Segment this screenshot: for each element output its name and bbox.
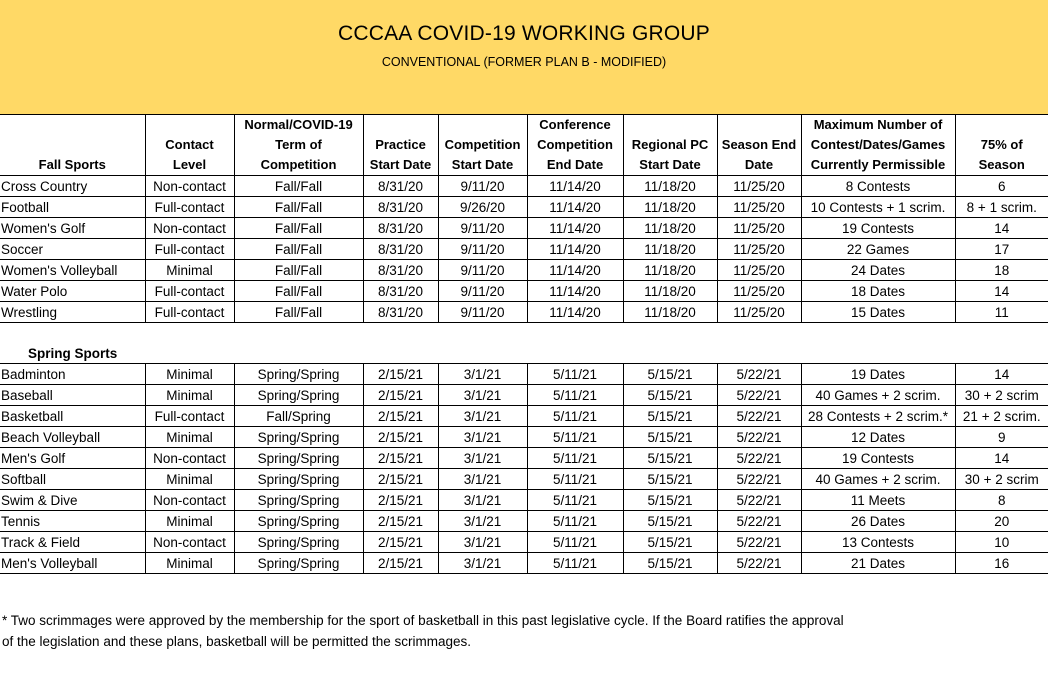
- table-cell: Non-contact: [145, 176, 234, 197]
- footnote-line-2: of the legislation and these plans, basketball will be permitted the scrimmages.: [2, 634, 471, 649]
- spring-sports-heading: Spring Sports: [0, 343, 1048, 364]
- table-cell: Full-contact: [145, 197, 234, 218]
- table-row: [0, 197, 1048, 218]
- table-cell: 2/15/21: [363, 427, 438, 448]
- col-header-regional: Regional PC Start Date: [623, 115, 717, 176]
- table-cell: 2/15/21: [363, 385, 438, 406]
- table-cell: 40 Games + 2 scrim.: [801, 385, 955, 406]
- table-cell: 5/11/21: [527, 427, 623, 448]
- table-cell: 3/1/21: [438, 448, 527, 469]
- table-cell: 40 Games + 2 scrim.: [801, 469, 955, 490]
- table-row: [0, 406, 1048, 427]
- table-cell: 5/22/21: [717, 553, 801, 574]
- col-header-conference-end: Conference Competition End Date: [527, 115, 623, 176]
- table-cell: 5/15/21: [623, 427, 717, 448]
- table-cell: 5/15/21: [623, 448, 717, 469]
- table-cell: 8/31/20: [363, 281, 438, 302]
- table-cell: 13 Contests: [801, 532, 955, 553]
- footnote-line-1: * Two scrimmages were approved by the membership for the sport of basketball in this past legislative cycle. If the Board ratifies the approval: [2, 613, 844, 628]
- table-cell: 5/22/21: [717, 364, 801, 385]
- table-cell: 5/22/21: [717, 511, 801, 532]
- table-cell: Spring/Spring: [234, 532, 363, 553]
- table-cell: 9: [955, 427, 1048, 448]
- table-cell: Non-contact: [145, 218, 234, 239]
- table-cell: 14: [955, 281, 1048, 302]
- table-cell: Fall/Spring: [234, 406, 363, 427]
- table-cell: 11/25/20: [717, 239, 801, 260]
- table-cell: Spring/Spring: [234, 427, 363, 448]
- table-cell: 5/15/21: [623, 385, 717, 406]
- table-cell: 30 + 2 scrim: [955, 469, 1048, 490]
- table-cell: Minimal: [145, 364, 234, 385]
- table-cell: Fall/Fall: [234, 197, 363, 218]
- table-cell: 5/15/21: [623, 532, 717, 553]
- table-row: [0, 490, 1048, 511]
- table-cell: 3/1/21: [438, 469, 527, 490]
- table-cell: 8/31/20: [363, 239, 438, 260]
- table-cell: Spring/Spring: [234, 469, 363, 490]
- table-cell: 3/1/21: [438, 553, 527, 574]
- table-cell: Full-contact: [145, 281, 234, 302]
- table-cell: 11/14/20: [527, 197, 623, 218]
- table-cell: 2/15/21: [363, 532, 438, 553]
- table-cell: 2/15/21: [363, 406, 438, 427]
- table-cell: Non-contact: [145, 448, 234, 469]
- col-header-season-end: Season End Date: [717, 115, 801, 176]
- table-cell: 2/15/21: [363, 364, 438, 385]
- table-cell: 5/11/21: [527, 469, 623, 490]
- table-cell: 10: [955, 532, 1048, 553]
- col-header-competition: Competition Start Date: [438, 115, 527, 176]
- table-cell: 9/11/20: [438, 302, 527, 323]
- table-row: [0, 302, 1048, 323]
- page-title: CCCAA COVID-19 WORKING GROUP: [338, 22, 710, 45]
- table-cell: 19 Dates: [801, 364, 955, 385]
- table-cell: 11 Meets: [801, 490, 955, 511]
- sport-name-cell: Men's Volleyball: [0, 553, 145, 574]
- sports-schedule-table: [0, 114, 1048, 574]
- table-cell: 3/1/21: [438, 406, 527, 427]
- table-cell: 9/11/20: [438, 239, 527, 260]
- table-cell: 5/11/21: [527, 532, 623, 553]
- table-cell: Minimal: [145, 427, 234, 448]
- table-cell: Spring/Spring: [234, 364, 363, 385]
- page-subtitle: CONVENTIONAL (FORMER PLAN B - MODIFIED): [381, 55, 667, 69]
- table-cell: 24 Dates: [801, 260, 955, 281]
- table-cell: 5/15/21: [623, 406, 717, 427]
- table-cell: 8/31/20: [363, 176, 438, 197]
- spacer-row: [0, 323, 1048, 344]
- table-cell: 11/25/20: [717, 302, 801, 323]
- table-cell: 3/1/21: [438, 427, 527, 448]
- table-cell: Spring/Spring: [234, 385, 363, 406]
- table-cell: 5/15/21: [623, 490, 717, 511]
- table-cell: 10 Contests + 1 scrim.: [801, 197, 955, 218]
- table-cell: 5/11/21: [527, 385, 623, 406]
- table-cell: 26 Dates: [801, 511, 955, 532]
- table-cell: 5/15/21: [623, 364, 717, 385]
- table-cell: 9/11/20: [438, 281, 527, 302]
- col-header-contact: Contact Level: [145, 115, 234, 176]
- sport-name-cell: Badminton: [0, 364, 145, 385]
- table-cell: 19 Contests: [801, 218, 955, 239]
- table-row: [0, 469, 1048, 490]
- sport-name-cell: Beach Volleyball: [0, 427, 145, 448]
- table-cell: 22 Games: [801, 239, 955, 260]
- table-cell: 11/25/20: [717, 218, 801, 239]
- table-cell: 5/11/21: [527, 490, 623, 511]
- header-banner: [0, 0, 1048, 114]
- table-cell: 5/15/21: [623, 469, 717, 490]
- table-cell: 5/22/21: [717, 427, 801, 448]
- table-cell: 5/11/21: [527, 364, 623, 385]
- sport-name-cell: Track & Field: [0, 532, 145, 553]
- table-cell: 2/15/21: [363, 490, 438, 511]
- table-row: [0, 427, 1048, 448]
- table-cell: 5/22/21: [717, 406, 801, 427]
- table-cell: Spring/Spring: [234, 490, 363, 511]
- table-cell: Spring/Spring: [234, 511, 363, 532]
- table-row: [0, 281, 1048, 302]
- table-cell: 3/1/21: [438, 364, 527, 385]
- sport-name-cell: Tennis: [0, 511, 145, 532]
- table-cell: 3/1/21: [438, 385, 527, 406]
- table-cell: 8 + 1 scrim.: [955, 197, 1048, 218]
- table-cell: 8/31/20: [363, 197, 438, 218]
- table-cell: 3/1/21: [438, 532, 527, 553]
- table-cell: 2/15/21: [363, 448, 438, 469]
- sport-name-cell: Soccer: [0, 239, 145, 260]
- table-cell: 8/31/20: [363, 218, 438, 239]
- sport-name-cell: Women's Golf: [0, 218, 145, 239]
- col-header-sport: Fall Sports: [0, 115, 145, 176]
- table-cell: Non-contact: [145, 532, 234, 553]
- table-cell: 11/18/20: [623, 281, 717, 302]
- table-cell: Full-contact: [145, 302, 234, 323]
- table-cell: 18 Dates: [801, 281, 955, 302]
- table-cell: 17: [955, 239, 1048, 260]
- table-cell: 30 + 2 scrim: [955, 385, 1048, 406]
- col-header-max: Maximum Number of Contest/Dates/Games Currently Permissible: [801, 115, 955, 176]
- col-header-practice: Practice Start Date: [363, 115, 438, 176]
- table-cell: 5/11/21: [527, 406, 623, 427]
- table-row: [0, 260, 1048, 281]
- table-cell: Fall/Fall: [234, 260, 363, 281]
- table-cell: 5/11/21: [527, 511, 623, 532]
- table-cell: Spring/Spring: [234, 553, 363, 574]
- table-cell: Full-contact: [145, 239, 234, 260]
- table-cell: 21 + 2 scrim.: [955, 406, 1048, 427]
- table-cell: 8: [955, 490, 1048, 511]
- table-cell: 5/15/21: [623, 553, 717, 574]
- sport-name-cell: Swim & Dive: [0, 490, 145, 511]
- table-cell: 9/11/20: [438, 176, 527, 197]
- table-row: [0, 176, 1048, 197]
- section-row: [0, 343, 1048, 364]
- table-cell: 28 Contests + 2 scrim.*: [801, 406, 955, 427]
- table-cell: 5/22/21: [717, 385, 801, 406]
- sport-name-cell: Cross Country: [0, 176, 145, 197]
- table-cell: Fall/Fall: [234, 176, 363, 197]
- table-cell: 18: [955, 260, 1048, 281]
- table-cell: 3/1/21: [438, 511, 527, 532]
- table-cell: Minimal: [145, 469, 234, 490]
- table-cell: 8/31/20: [363, 260, 438, 281]
- table-cell: 11/18/20: [623, 260, 717, 281]
- table-cell: 11/18/20: [623, 218, 717, 239]
- table-cell: 9/26/20: [438, 197, 527, 218]
- table-cell: 5/15/21: [623, 511, 717, 532]
- sport-name-cell: Wrestling: [0, 302, 145, 323]
- table-cell: 12 Dates: [801, 427, 955, 448]
- table-row: [0, 364, 1048, 385]
- table-cell: 8/31/20: [363, 302, 438, 323]
- table-cell: Minimal: [145, 260, 234, 281]
- table-cell: 11/25/20: [717, 197, 801, 218]
- table-cell: 15 Dates: [801, 302, 955, 323]
- sport-name-cell: Men's Golf: [0, 448, 145, 469]
- table-cell: Non-contact: [145, 490, 234, 511]
- table-row: [0, 385, 1048, 406]
- table-row: [0, 553, 1048, 574]
- table-cell: 5/22/21: [717, 532, 801, 553]
- table-cell: 11/18/20: [623, 302, 717, 323]
- table-cell: Fall/Fall: [234, 218, 363, 239]
- table-cell: Fall/Fall: [234, 281, 363, 302]
- table-row: [0, 511, 1048, 532]
- sport-name-cell: Baseball: [0, 385, 145, 406]
- table-cell: 2/15/21: [363, 469, 438, 490]
- table-cell: Full-contact: [145, 406, 234, 427]
- table-cell: 11/25/20: [717, 260, 801, 281]
- table-cell: 9/11/20: [438, 218, 527, 239]
- table-cell: 11/18/20: [623, 239, 717, 260]
- col-header-term: Normal/COVID-19 Term of Competition: [234, 115, 363, 176]
- table-cell: 19 Contests: [801, 448, 955, 469]
- table-cell: 2/15/21: [363, 553, 438, 574]
- table-cell: 5/22/21: [717, 490, 801, 511]
- table-cell: 2/15/21: [363, 511, 438, 532]
- table-cell: 16: [955, 553, 1048, 574]
- table-cell: 20: [955, 511, 1048, 532]
- table-cell: Minimal: [145, 553, 234, 574]
- table-cell: 8 Contests: [801, 176, 955, 197]
- sport-name-cell: Water Polo: [0, 281, 145, 302]
- table-cell: 5/11/21: [527, 448, 623, 469]
- table-cell: 11/25/20: [717, 281, 801, 302]
- table-cell: 21 Dates: [801, 553, 955, 574]
- table-cell: Fall/Fall: [234, 302, 363, 323]
- sport-name-cell: Basketball: [0, 406, 145, 427]
- table-cell: 5/11/21: [527, 553, 623, 574]
- table-cell: 9/11/20: [438, 260, 527, 281]
- table-cell: 11/14/20: [527, 218, 623, 239]
- table-row: [0, 218, 1048, 239]
- table-row: [0, 448, 1048, 469]
- table-cell: 5/22/21: [717, 448, 801, 469]
- header-row: [0, 115, 1048, 176]
- table-row: [0, 239, 1048, 260]
- footnote: [2, 610, 1042, 652]
- table-cell: 11/14/20: [527, 239, 623, 260]
- sport-name-cell: Softball: [0, 469, 145, 490]
- table-cell: 6: [955, 176, 1048, 197]
- table-cell: 11/18/20: [623, 176, 717, 197]
- table-cell: 11/14/20: [527, 302, 623, 323]
- table-cell: 11/14/20: [527, 281, 623, 302]
- table-cell: 14: [955, 364, 1048, 385]
- table-cell: 14: [955, 448, 1048, 469]
- table-cell: 5/22/21: [717, 469, 801, 490]
- table-cell: 11/25/20: [717, 176, 801, 197]
- table-cell: 11: [955, 302, 1048, 323]
- table-cell: 3/1/21: [438, 490, 527, 511]
- table-cell: Spring/Spring: [234, 448, 363, 469]
- sport-name-cell: Football: [0, 197, 145, 218]
- table-cell: 11/14/20: [527, 176, 623, 197]
- table-cell: 14: [955, 218, 1048, 239]
- sport-name-cell: Women's Volleyball: [0, 260, 145, 281]
- table-cell: 11/14/20: [527, 260, 623, 281]
- table-cell: Fall/Fall: [234, 239, 363, 260]
- table-cell: Minimal: [145, 385, 234, 406]
- table-row: [0, 532, 1048, 553]
- table-cell: 11/18/20: [623, 197, 717, 218]
- col-header-75pct: 75% of Season: [955, 115, 1048, 176]
- table-cell: Minimal: [145, 511, 234, 532]
